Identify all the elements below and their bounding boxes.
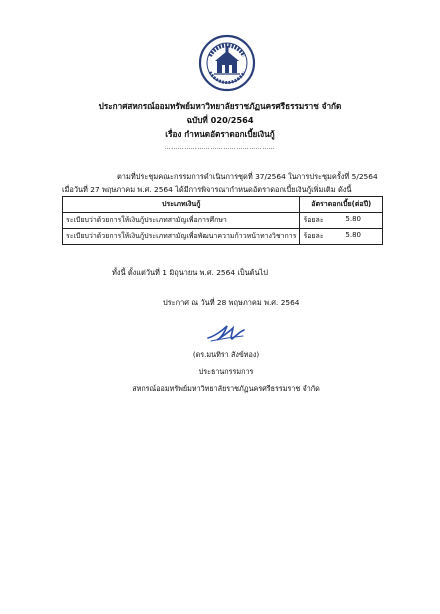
cooperative-seal-logo: [198, 34, 256, 92]
loan-type-cell: ระเบียบว่าด้วยการให้เงินกู้ประเภทสามัญเพื่อพัฒนาความก้าวหน้าทางวิชาการ: [63, 229, 300, 245]
signatory-position: ประธานกรรมการ: [198, 367, 254, 376]
signatory-name: (ดร.มนทิรา สังข์ทอง): [192, 350, 260, 359]
body-paragraph-line-1: ตามที่ประชุมคณะกรรมการดำเนินการชุดที่ 37/2564 ในการประชุมครั้งที่ 5/2564: [117, 172, 378, 181]
handwritten-signature: [205, 322, 247, 344]
announcement-date-text: ประกาศ ณ วันที่ 28 พฤษภาคม พ.ศ. 2564: [163, 298, 300, 307]
effective-date-text: ทั้งนี้ ตั้งแต่วันที่ 1 มิถุนายน พ.ศ. 2564 เป็นต้นไป: [112, 268, 268, 277]
table-row: [63, 229, 383, 245]
rate-value: 5.80: [345, 231, 361, 239]
separator-dots: ……………………………………………: [164, 144, 276, 151]
rate-unit: ร้อยละ: [303, 232, 324, 240]
table-row: [63, 213, 383, 229]
body-paragraph-line-2: เมื่อวันที่ 27 พฤษภาคม พ.ศ. 2564 ได้มีการพิจารณากำหนดอัตราดอกเบี้ยเงินกู้เพิ่มเติม ดังนี้: [62, 185, 352, 194]
table-header-row: [63, 197, 383, 213]
rate-cell: [300, 213, 383, 229]
header-loan-type: ประเภทเงินกู้: [63, 197, 300, 213]
announcement-subject: เรื่อง กำหนดอัตราดอกเบี้ยเงินกู้: [165, 129, 275, 139]
signatory-organization: สหกรณ์ออมทรัพย์มหาวิทยาลัยราชภัฏนครศรีธรรมราช จำกัด: [132, 384, 320, 393]
rate-value: 5.80: [345, 215, 361, 223]
header-interest-rate: อัตราดอกเบี้ย(ต่อปี): [300, 197, 383, 213]
announcement-number: ฉบับที่ 020/2564: [186, 115, 254, 125]
loan-type-cell: ระเบียบว่าด้วยการให้เงินกู้ประเภทสามัญเพื่อการศึกษา: [63, 213, 300, 229]
rate-unit: ร้อยละ: [303, 216, 324, 224]
interest-rate-table: [62, 196, 383, 245]
rate-cell: [300, 229, 383, 245]
announcement-title: ประกาศสหกรณ์ออมทรัพย์มหาวิทยาลัยราชภัฏนครศรีธรรมราช จำกัด: [98, 101, 342, 111]
